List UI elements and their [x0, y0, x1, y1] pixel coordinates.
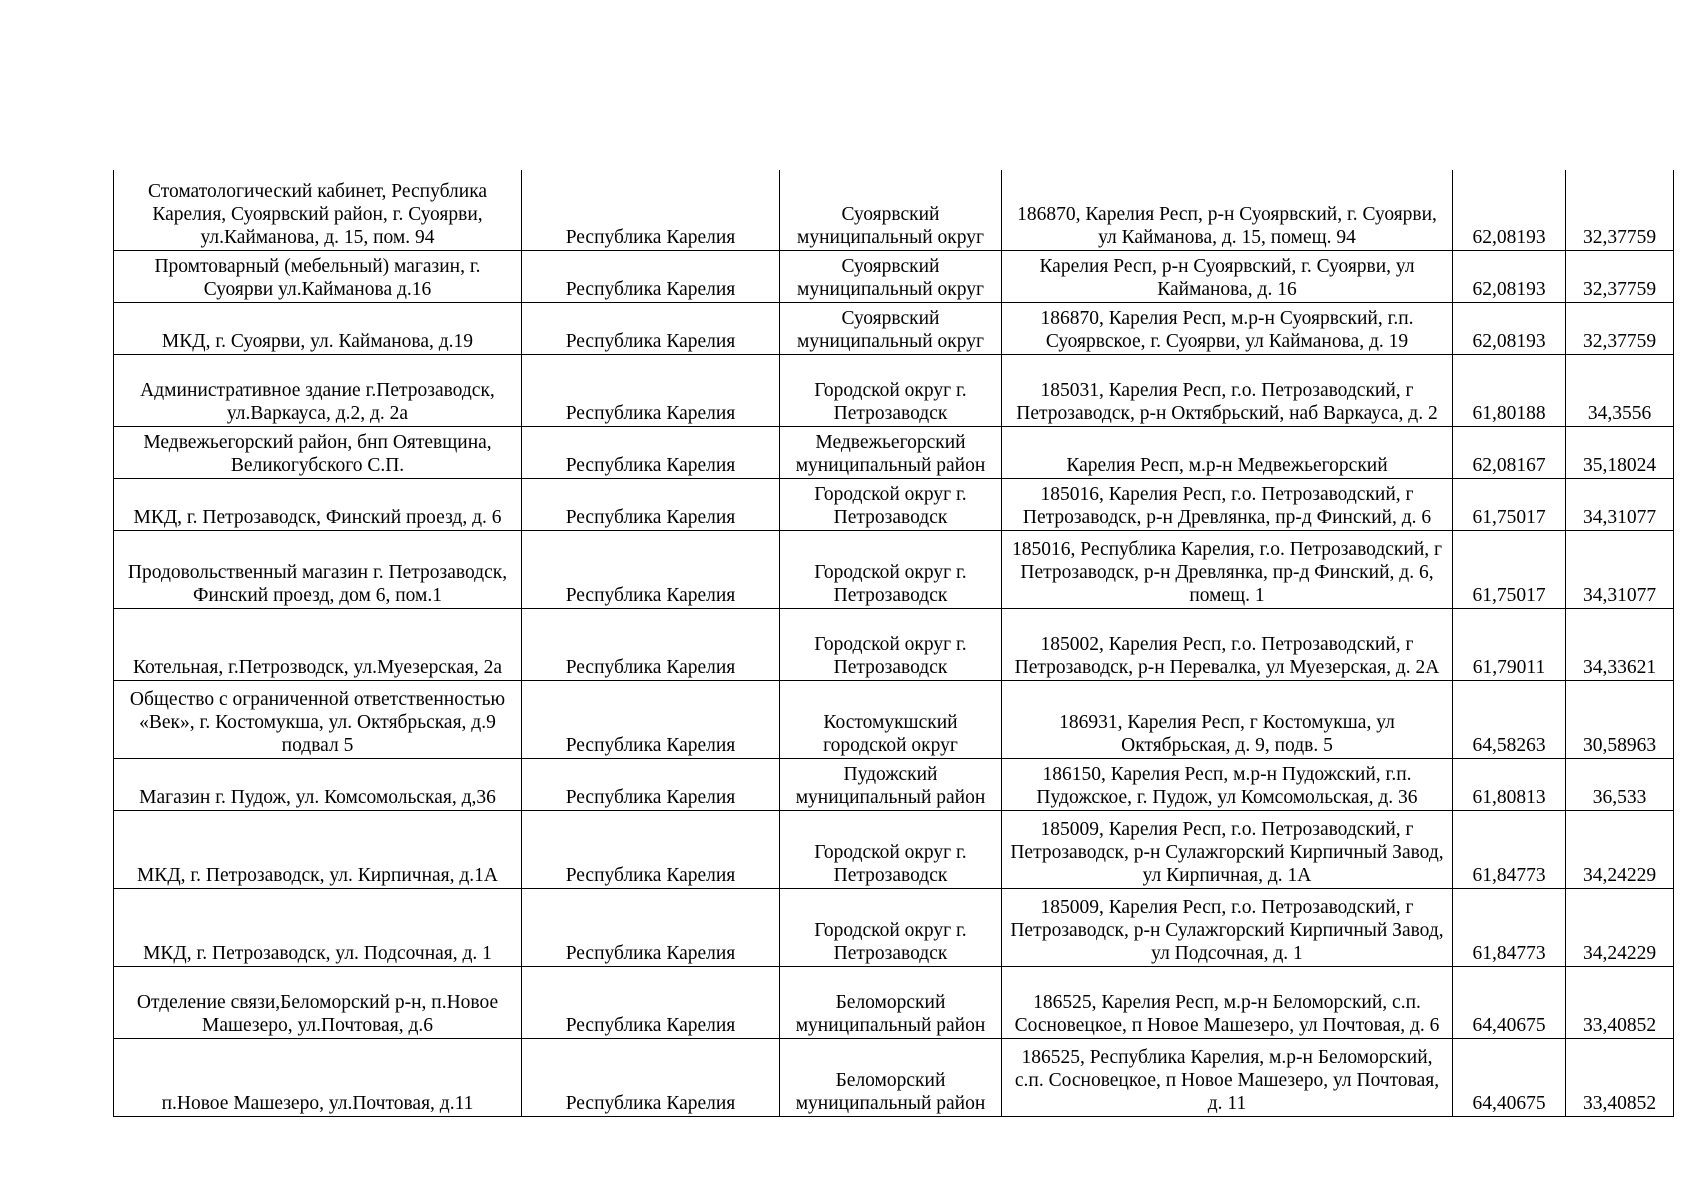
cell-address: Карелия Респ, м.р-н Медвежьегорский [1002, 426, 1453, 478]
cell-name: Котельная, г.Петрозводск, ул.Муезерская, 2а [114, 608, 522, 680]
objects-table [113, 170, 1674, 1117]
cell-municipality: Беломорский муниципальный район [780, 1038, 1002, 1116]
cell-address: 185016, Карелия Респ, г.о. Петрозаводский, г Петрозаводск, р-н Древлянка, пр-д Финский, д. 6 [1002, 478, 1453, 530]
cell-name: МКД, г. Петрозаводск, ул. Кирпичная, д.1А [114, 810, 522, 888]
cell-region: Республика Карелия [522, 354, 780, 426]
cell-latitude: 61,79011 [1453, 608, 1566, 680]
cell-municipality: Медвежьегорский муниципальный район [780, 426, 1002, 478]
cell-municipality: Городской округ г. Петрозаводск [780, 608, 1002, 680]
cell-latitude: 61,80813 [1453, 758, 1566, 810]
cell-name: Магазин г. Пудож, ул. Комсомольская, д,36 [114, 758, 522, 810]
cell-name: Продовольственный магазин г. Петрозаводск, Финский проезд, дом 6, пом.1 [114, 530, 522, 608]
cell-latitude: 64,40675 [1453, 966, 1566, 1038]
cell-address: 186150, Карелия Респ, м.р-н Пудожский, г.п. Пудожское, г. Пудож, ул Комсомольская, д. 36 [1002, 758, 1453, 810]
cell-municipality: Городской округ г. Петрозаводск [780, 810, 1002, 888]
cell-longitude: 34,31077 [1566, 530, 1674, 608]
cell-longitude: 32,37759 [1566, 302, 1674, 354]
cell-latitude: 61,75017 [1453, 530, 1566, 608]
table-row [114, 530, 1674, 608]
cell-address: 186525, Карелия Респ, м.р-н Беломорский, с.п. Сосновецкое, п Новое Машезеро, ул Почтовая, д. 6 [1002, 966, 1453, 1038]
cell-address: 185016, Республика Карелия, г.о. Петрозаводский, г Петрозаводск, р-н Древлянка, пр-д Финский, д. 6, помещ. 1 [1002, 530, 1453, 608]
table-row [114, 608, 1674, 680]
cell-region: Республика Карелия [522, 250, 780, 302]
cell-longitude: 33,40852 [1566, 1038, 1674, 1116]
cell-region: Республика Карелия [522, 758, 780, 810]
cell-latitude: 62,08167 [1453, 426, 1566, 478]
cell-municipality: Беломорский муниципальный район [780, 966, 1002, 1038]
cell-region: Республика Карелия [522, 302, 780, 354]
cell-name: Медвежьегорский район, бнп Оятевщина, Великогубского С.П. [114, 426, 522, 478]
cell-address: 186931, Карелия Респ, г Костомукша, ул Октябрьская, д. 9, подв. 5 [1002, 680, 1453, 758]
cell-name: МКД, г. Петрозаводск, Финский проезд, д. 6 [114, 478, 522, 530]
cell-longitude: 36,533 [1566, 758, 1674, 810]
table-body [114, 170, 1674, 1116]
cell-address: 186870, Карелия Респ, р-н Суоярвский, г. Суоярви, ул Кайманова, д. 15, помещ. 94 [1002, 170, 1453, 250]
cell-latitude: 61,84773 [1453, 810, 1566, 888]
cell-latitude: 61,75017 [1453, 478, 1566, 530]
cell-municipality: Городской округ г. Петрозаводск [780, 478, 1002, 530]
cell-name: Общество с ограниченной ответственностью «Век», г. Костомукша, ул. Октябрьская, д.9 подвал 5 [114, 680, 522, 758]
table-row [114, 680, 1674, 758]
cell-address: 185009, Карелия Респ, г.о. Петрозаводский, г Петрозаводск, р-н Сулажгорский Кирпичный Завод, ул Кирпичная, д. 1А [1002, 810, 1453, 888]
cell-latitude: 61,84773 [1453, 888, 1566, 966]
cell-longitude: 34,3556 [1566, 354, 1674, 426]
cell-municipality: Городской округ г. Петрозаводск [780, 530, 1002, 608]
cell-longitude: 35,18024 [1566, 426, 1674, 478]
table-row [114, 170, 1674, 250]
cell-name: п.Новое Машезеро, ул.Почтовая, д.11 [114, 1038, 522, 1116]
cell-region: Республика Карелия [522, 888, 780, 966]
cell-region: Республика Карелия [522, 966, 780, 1038]
table-row [114, 250, 1674, 302]
cell-municipality: Пудожский муниципальный район [780, 758, 1002, 810]
cell-longitude: 34,33621 [1566, 608, 1674, 680]
cell-address: Карелия Респ, р-н Суоярвский, г. Суоярви, ул Кайманова, д. 16 [1002, 250, 1453, 302]
cell-name: Административное здание г.Петрозаводск, ул.Варкауса, д.2, д. 2а [114, 354, 522, 426]
cell-longitude: 32,37759 [1566, 250, 1674, 302]
table-row [114, 758, 1674, 810]
cell-name: Промтоварный (мебельный) магазин, г. Суоярви ул.Кайманова д.16 [114, 250, 522, 302]
cell-latitude: 61,80188 [1453, 354, 1566, 426]
cell-address: 186525, Республика Карелия, м.р-н Беломорский, с.п. Сосновецкое, п Новое Машезеро, ул Почтовая, д. 11 [1002, 1038, 1453, 1116]
table-row [114, 302, 1674, 354]
cell-region: Республика Карелия [522, 478, 780, 530]
cell-longitude: 34,31077 [1566, 478, 1674, 530]
table-row [114, 426, 1674, 478]
cell-address: 185031, Карелия Респ, г.о. Петрозаводский, г Петрозаводск, р-н Октябрьский, наб Варкауса, д. 2 [1002, 354, 1453, 426]
cell-region: Республика Карелия [522, 426, 780, 478]
table-row [114, 1038, 1674, 1116]
cell-longitude: 32,37759 [1566, 170, 1674, 250]
cell-longitude: 34,24229 [1566, 810, 1674, 888]
cell-municipality: Суоярвский муниципальный округ [780, 302, 1002, 354]
table-row [114, 478, 1674, 530]
cell-longitude: 30,58963 [1566, 680, 1674, 758]
cell-region: Республика Карелия [522, 680, 780, 758]
cell-longitude: 34,24229 [1566, 888, 1674, 966]
cell-latitude: 64,40675 [1453, 1038, 1566, 1116]
cell-latitude: 62,08193 [1453, 302, 1566, 354]
cell-address: 185009, Карелия Респ, г.о. Петрозаводский, г Петрозаводск, р-н Сулажгорский Кирпичный Завод, ул Подсочная, д. 1 [1002, 888, 1453, 966]
cell-municipality: Суоярвский муниципальный округ [780, 250, 1002, 302]
cell-region: Республика Карелия [522, 530, 780, 608]
table-row [114, 354, 1674, 426]
table-row [114, 810, 1674, 888]
table-row [114, 966, 1674, 1038]
cell-latitude: 64,58263 [1453, 680, 1566, 758]
cell-region: Республика Карелия [522, 810, 780, 888]
table-row [114, 888, 1674, 966]
cell-name: Отделение связи,Беломорский р-н, п.Новое Машезеро, ул.Почтовая, д.6 [114, 966, 522, 1038]
cell-latitude: 62,08193 [1453, 250, 1566, 302]
cell-latitude: 62,08193 [1453, 170, 1566, 250]
cell-name: Стоматологический кабинет, Республика Карелия, Суоярвский район, г. Суоярви, ул.Кайманова, д. 15, пом. 94 [114, 170, 522, 250]
cell-region: Республика Карелия [522, 608, 780, 680]
cell-region: Республика Карелия [522, 1038, 780, 1116]
cell-municipality: Городской округ г. Петрозаводск [780, 354, 1002, 426]
cell-municipality: Городской округ г. Петрозаводск [780, 888, 1002, 966]
cell-name: МКД, г. Петрозаводск, ул. Подсочная, д. 1 [114, 888, 522, 966]
cell-longitude: 33,40852 [1566, 966, 1674, 1038]
cell-address: 185002, Карелия Респ, г.о. Петрозаводский, г Петрозаводск, р-н Перевалка, ул Муезерская, д. 2А [1002, 608, 1453, 680]
cell-region: Республика Карелия [522, 170, 780, 250]
cell-municipality: Костомукшский городской округ [780, 680, 1002, 758]
cell-address: 186870, Карелия Респ, м.р-н Суоярвский, г.п. Суоярвское, г. Суоярви, ул Кайманова, д. 19 [1002, 302, 1453, 354]
cell-municipality: Суоярвский муниципальный округ [780, 170, 1002, 250]
cell-name: МКД, г. Суоярви, ул. Кайманова, д.19 [114, 302, 522, 354]
